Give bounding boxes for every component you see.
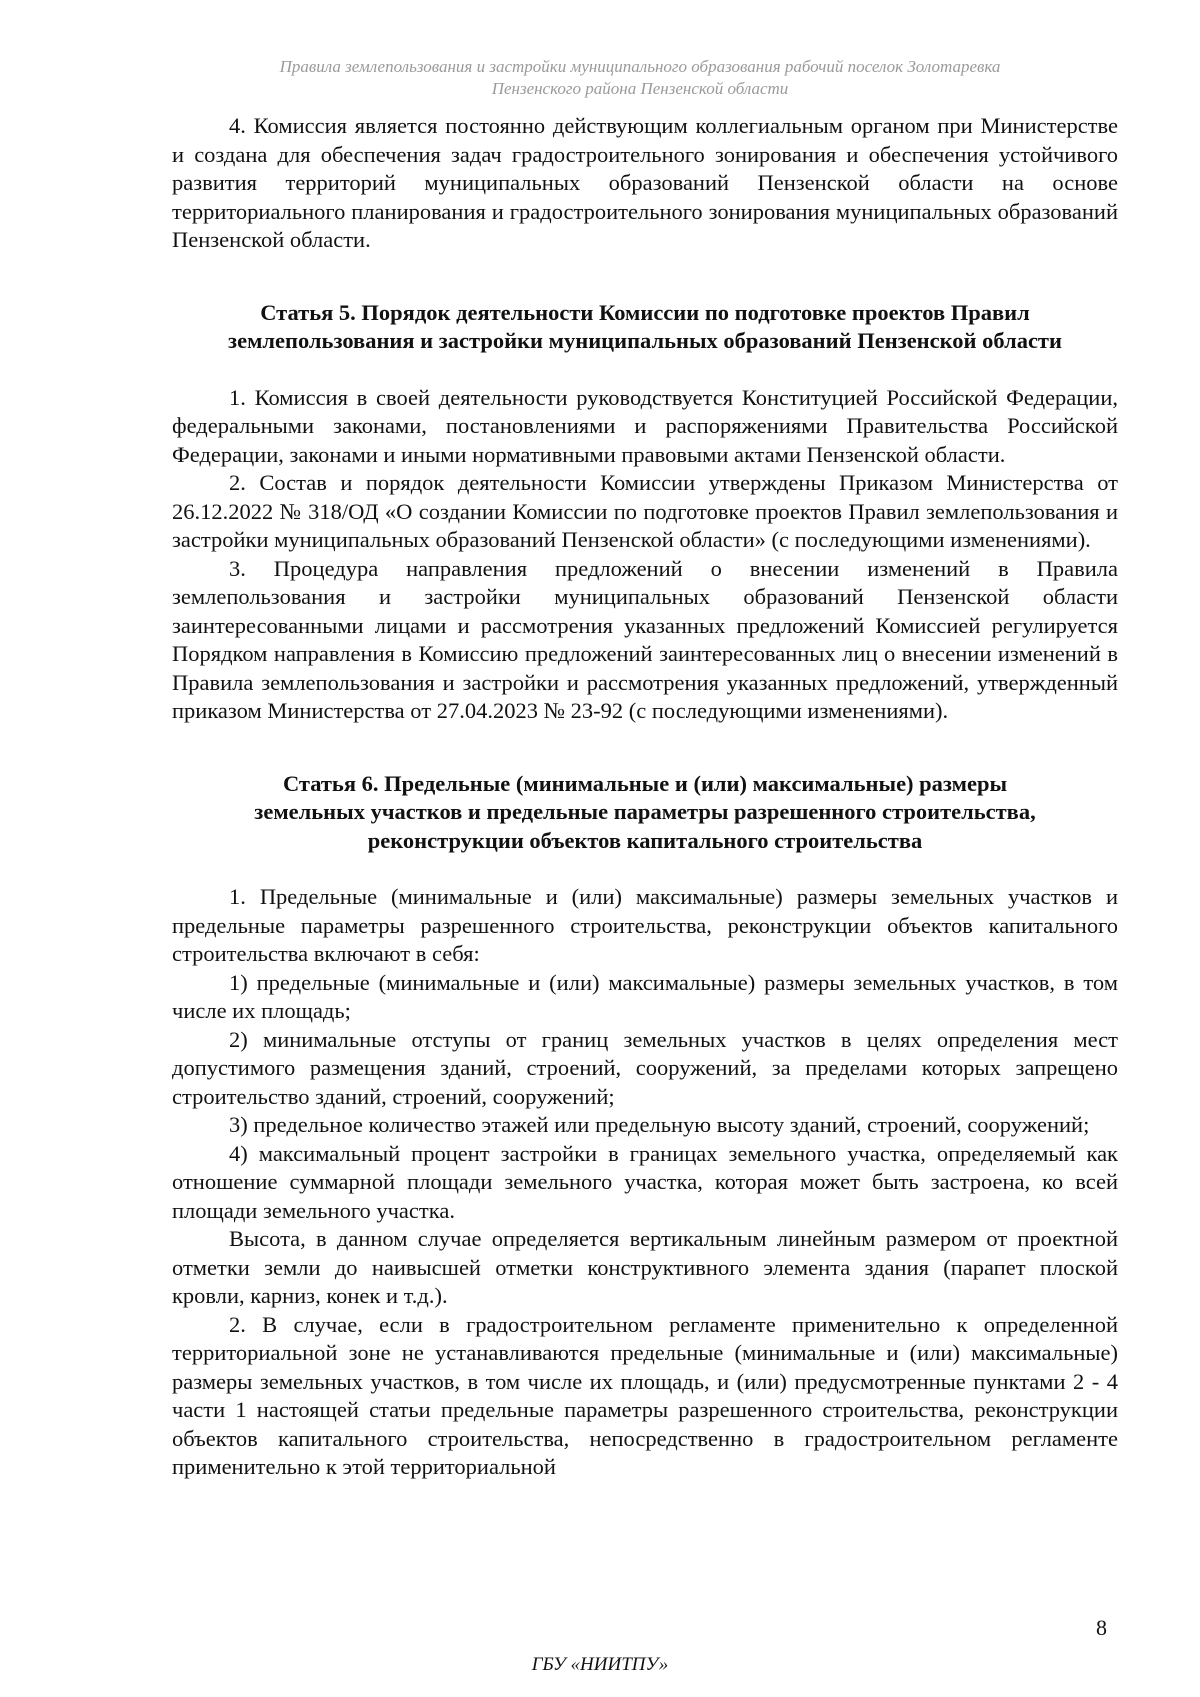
paragraph-4-commission: 4. Комиссия является постоянно действующим коллегиальным органом при Министерстве и создана для обеспечения задач градостроительного зонирования и обеспечения устойчивого развития территорий муниципальных образований Пензенской области на основе территориального планирования и градостроительного зонирования муниципальных образований Пензенской области. [172,113,1118,252]
spacer [172,855,1118,883]
article-6-item-1: 1) предельные (минимальные и (или) максимальные) размеры земельных участков, в том числе их площадь; [172,969,1118,1023]
article-6-paragraph-1: 1. Предельные (минимальные и (или) максимальные) размеры земельных участков и предельные параметры разрешенного строительства, реконструкции объектов капитального строительства включают в себя: [172,884,1118,966]
footer-organization: ГБУ «НИИТПУ» [531,1654,669,1675]
article-5-paragraph-2: 2. Состав и порядок деятельности Комиссии утверждены Приказом Министерства от 26.12.2022 № 318/ОД «О создании Комиссии по подготовке проектов Правил землепользования и застройки муниципальных образований Пензенской области» (с последующими изменениями). [172,470,1118,552]
article-6-item-3: 3) предельное количество этажей или предельную высоту зданий, строений, сооружений; [229,1112,1090,1137]
article-6-item-2: 2) минимальные отступы от границ земельных участков в целях определения мест допустимого размещения зданий, строений, сооружений, за пределами которых запрещено строительство зданий, строений, сооружений; [172,1026,1118,1109]
running-header-line-2: Пензенского района Пензенской области [491,79,789,98]
article-6-height-note: Высота, в данном случае определяется вертикальным линейным размером от проектной отметки земли до наивысшей отметки конструктивного элемента здания (парапет плоской кровли, карниз, конек и т.д.). [172,1226,1118,1308]
page-number: 8 [1096,1615,1107,1640]
article-5-paragraph-1: 1. Комиссия в своей деятельности руководствуется Конституцией Российской Федерации, федеральными законами, постановлениями и распоряжениями Правительства Российской Федерации, законами и иными нормативными правовыми актами Пензенской области. [172,384,1118,467]
spacer [172,255,1118,299]
article-6-title-line-2: земельных участков и предельные параметры разрешенного строительства, [254,799,1036,824]
article-6-paragraph-2: 2. В случае, если в градостроительном регламенте применительно к определенной территориальной зоне не устанавливаются предельные (минимальные и (или) максимальные) размеры земельных участков, в том числе их площадь, и (или) предусмотренные пунктами 2 - 4 части 1 настоящей статьи предельные параметры разрешенного строительства, реконструкции объектов капитального строительства, непосредственно в градостроительном регламенте применительно к этой территориальной [172,1311,1118,1479]
running-header-line-1: Правила землепользования и застройки муниципального образования рабочий поселок Золотаревка [279,57,1001,76]
document-body [172,112,1118,1482]
spacer [172,356,1118,384]
article-6-title-line-3: реконструкции объектов капитального строительства [367,827,923,853]
spacer [172,726,1118,770]
article-6-title [172,770,1118,856]
article-5-title-line-2: землепользования и застройки муниципальных образований Пензенской области [228,328,1062,353]
article-5-title [172,299,1118,356]
article-5-title-line-1: Статья 5. Порядок деятельности Комиссии по подготовке проектов Правил [260,299,1030,325]
article-6-item-4: 4) максимальный процент застройки в границах земельного участка, определяемый как отношение суммарной площади земельного участка, которая может быть застроена, ко всей площади земельного участка. [172,1140,1118,1223]
article-6-title-line-1: Статья 6. Предельные (минимальные и (или) максимальные) размеры [282,770,1008,796]
running-header [160,56,1120,100]
article-5-paragraph-3: 3. Процедура направления предложений о внесении изменений в Правила землепользования и застройки муниципальных образований Пензенской области заинтересованными лицами и рассмотрения указанных предложений Комиссией регулируется Порядком направления в Комиссию предложений заинтересованных лиц о внесении изменений в Правила землепользования и застройки и рассмотрения указанных предложений, утвержденный приказом Министерства от 27.04.2023 № 23-92 (с последующими изменениями). [172,555,1118,723]
